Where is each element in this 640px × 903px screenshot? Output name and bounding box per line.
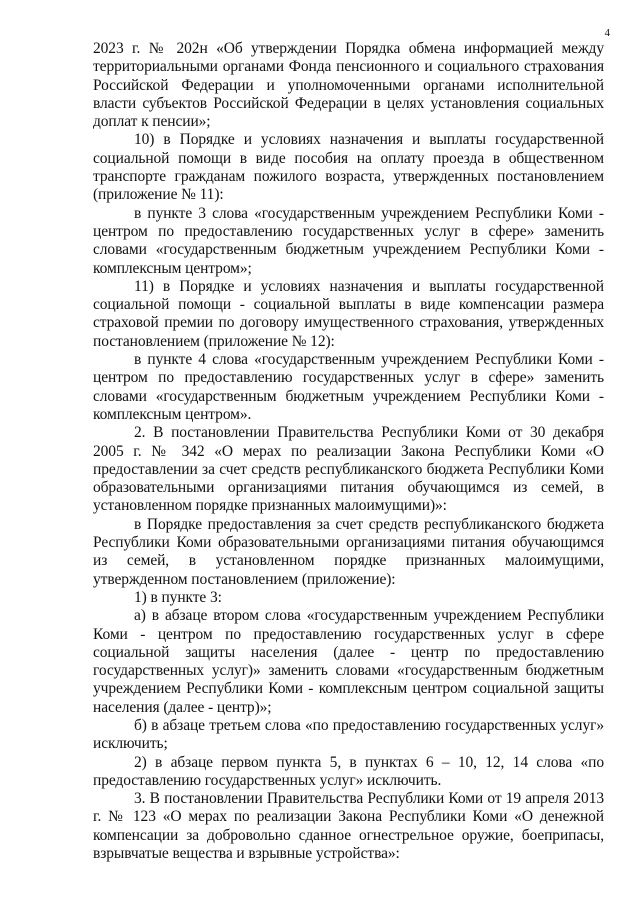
- paragraph-section-2-order: в Порядке предоставления за счет средств республиканского бюджета Республики Коми образовательными организациями питания обучающимся из семей, в установленном порядке признанных малоимущими, утвержденном постановлением (приложение):: [93, 515, 604, 588]
- paragraph-subitem-b: б) в абзаце третьем слова «по предоставлению государственных услуг» исключить;: [93, 716, 604, 753]
- paragraph-subitem-2: 2) в абзаце первом пункта 5, в пунктах 6 – 10, 12, 14 слова «по предоставлению государственных услуг» исключить.: [93, 753, 604, 789]
- paragraph-section-3: 3. В постановлении Правительства Республики Коми от 19 апреля 2013 г. № 123 «О мерах по реализации Закона Республики Коми «О денежной компенсации за добровольно сданное огнестрельное оружие, боеприпасы, взрывчатые вещества и взрывные устройства»:: [93, 790, 604, 863]
- paragraph-1: 2023 г. № 202н «Об утверждении Порядка обмена информацией между территориальными органами Фонда пенсионного и социального страхования Российской Федерации и уполномоченными органами исполнительной власти субъектов Российской Федерации в целях установления социальных доплат к пенсии»;: [93, 40, 604, 131]
- paragraph-item-11: 11) в Порядке и условиях назначения и выплаты государственной социальной помощи - социальной выплаты в виде компенсации размера страховой премии по договору имущественного страхования, утвержденных постановлением (приложение № 12):: [93, 277, 604, 350]
- paragraph-subitem-a: а) в абзаце втором слова «государственным учреждением Республики Коми - центром по предоставлению государственных услуг в сфере социальной защиты населения (далее - центр по предоставлению государственных услуг)» заменить словами «государственным бюджетным учреждением Республики Коми - комплексным центром социальной защиты населения (далее - центр)»;: [93, 607, 604, 716]
- page-number: 4: [604, 27, 610, 39]
- paragraph-item-10: 10) в Порядке и условиях назначения и выплаты государственной социальной помощи в виде пособия на оплату проезда в общественном транспорте гражданам пожилого возраста, утвержденных постановлением (приложение № 11):: [93, 131, 604, 204]
- paragraph-section-2: 2. В постановлении Правительства Республики Коми от 30 декабря 2005 г. № 342 «О мерах по реализации Закона Республики Коми «О предоставлении за счет средств республиканского бюджета Республики Коми образовательными организациями питания обучающимся из семей, в установленном порядке признанных малоимущими)»:: [93, 424, 604, 515]
- paragraph-item-10-clause: в пункте 3 слова «государственным учреждением Республики Коми - центром по предоставлению государственных услуг в сфере» заменить словами «государственным бюджетным учреждением Республики Коми - комплексным центром»;: [93, 204, 604, 277]
- paragraph-subitem-1: 1) в пункте 3:: [134, 588, 222, 606]
- paragraph-item-11-clause: в пункте 4 слова «государственным учреждением Республики Коми - центром по предоставлению государственных услуг в сфере» заменить словами «государственным бюджетным учреждением Республики Коми - комплексным центром».: [93, 351, 604, 423]
- document-body: [93, 40, 604, 863]
